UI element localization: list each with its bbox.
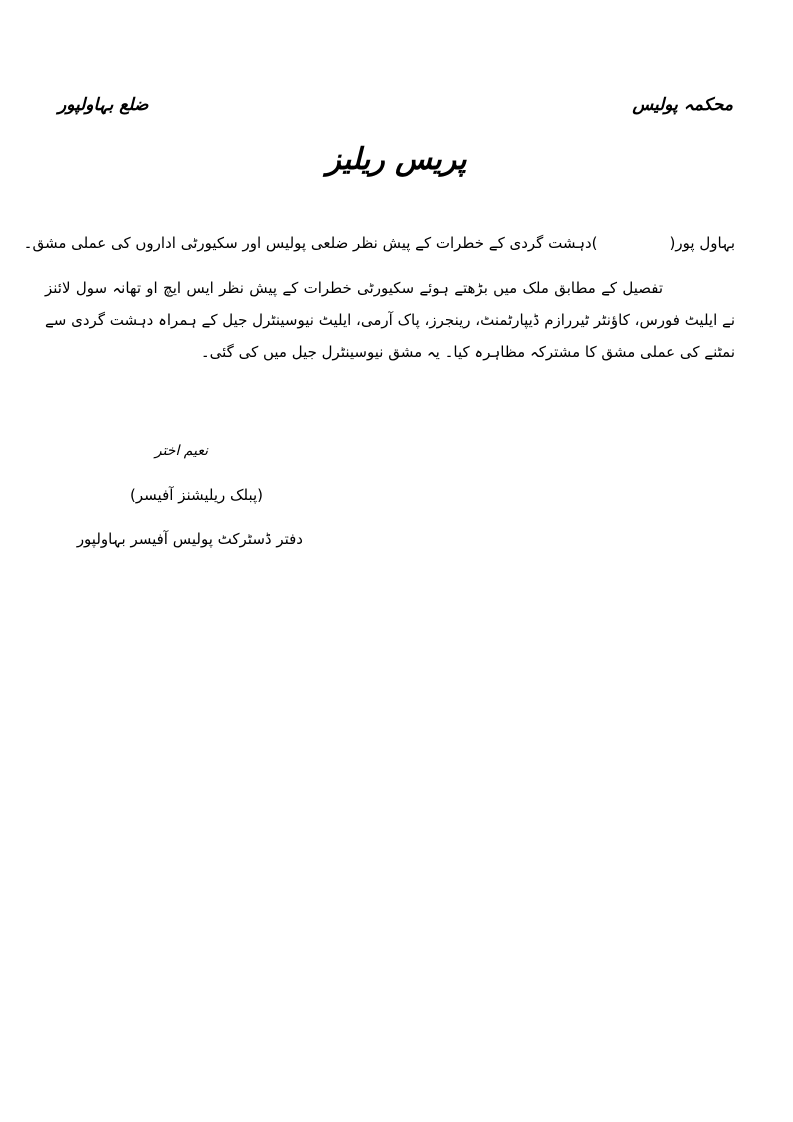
signatory-office: دفتر ڈسٹرکٹ پولیس آفیسر بہاولپور (76, 530, 303, 548)
district-heading: ضلع بہاولپور (58, 95, 149, 115)
subject-line (23, 230, 735, 256)
signatory-role: (پبلک ریلیشنز آفیسر) (130, 486, 263, 504)
signatory-name: نعیم اختر (154, 443, 208, 459)
body-text: تفصیل کے مطابق ملک میں بڑھتے ہوئے سکیورٹی خطرات کے پیش نظر ایس ایچ او تھانہ سول لائنز نے ایلیٹ فورس، کاؤنٹر ٹیررازم ڈیپارٹمنٹ، رینجرز، پاک آرمی، ایلیٹ نیوسینٹرل جیل کے ہمراہ دہشت گردی سے نمٹنے کی عملی مشق کا مشترکہ مظاہرہ کیا۔ یہ مشق نیوسینٹرل جیل میں کی گئی۔ (45, 279, 735, 361)
subject-text: )دہشت گردی کے خطرات کے پیش نظر ضلعی پولیس اور سکیورٹی اداروں کی عملی مشق۔ (23, 234, 598, 252)
page-title: پریس ریلیز (326, 142, 467, 177)
department-heading: محکمہ پولیس (632, 95, 733, 115)
subject-prefix: بہاول پور( (669, 234, 735, 252)
body-paragraph (45, 272, 735, 368)
